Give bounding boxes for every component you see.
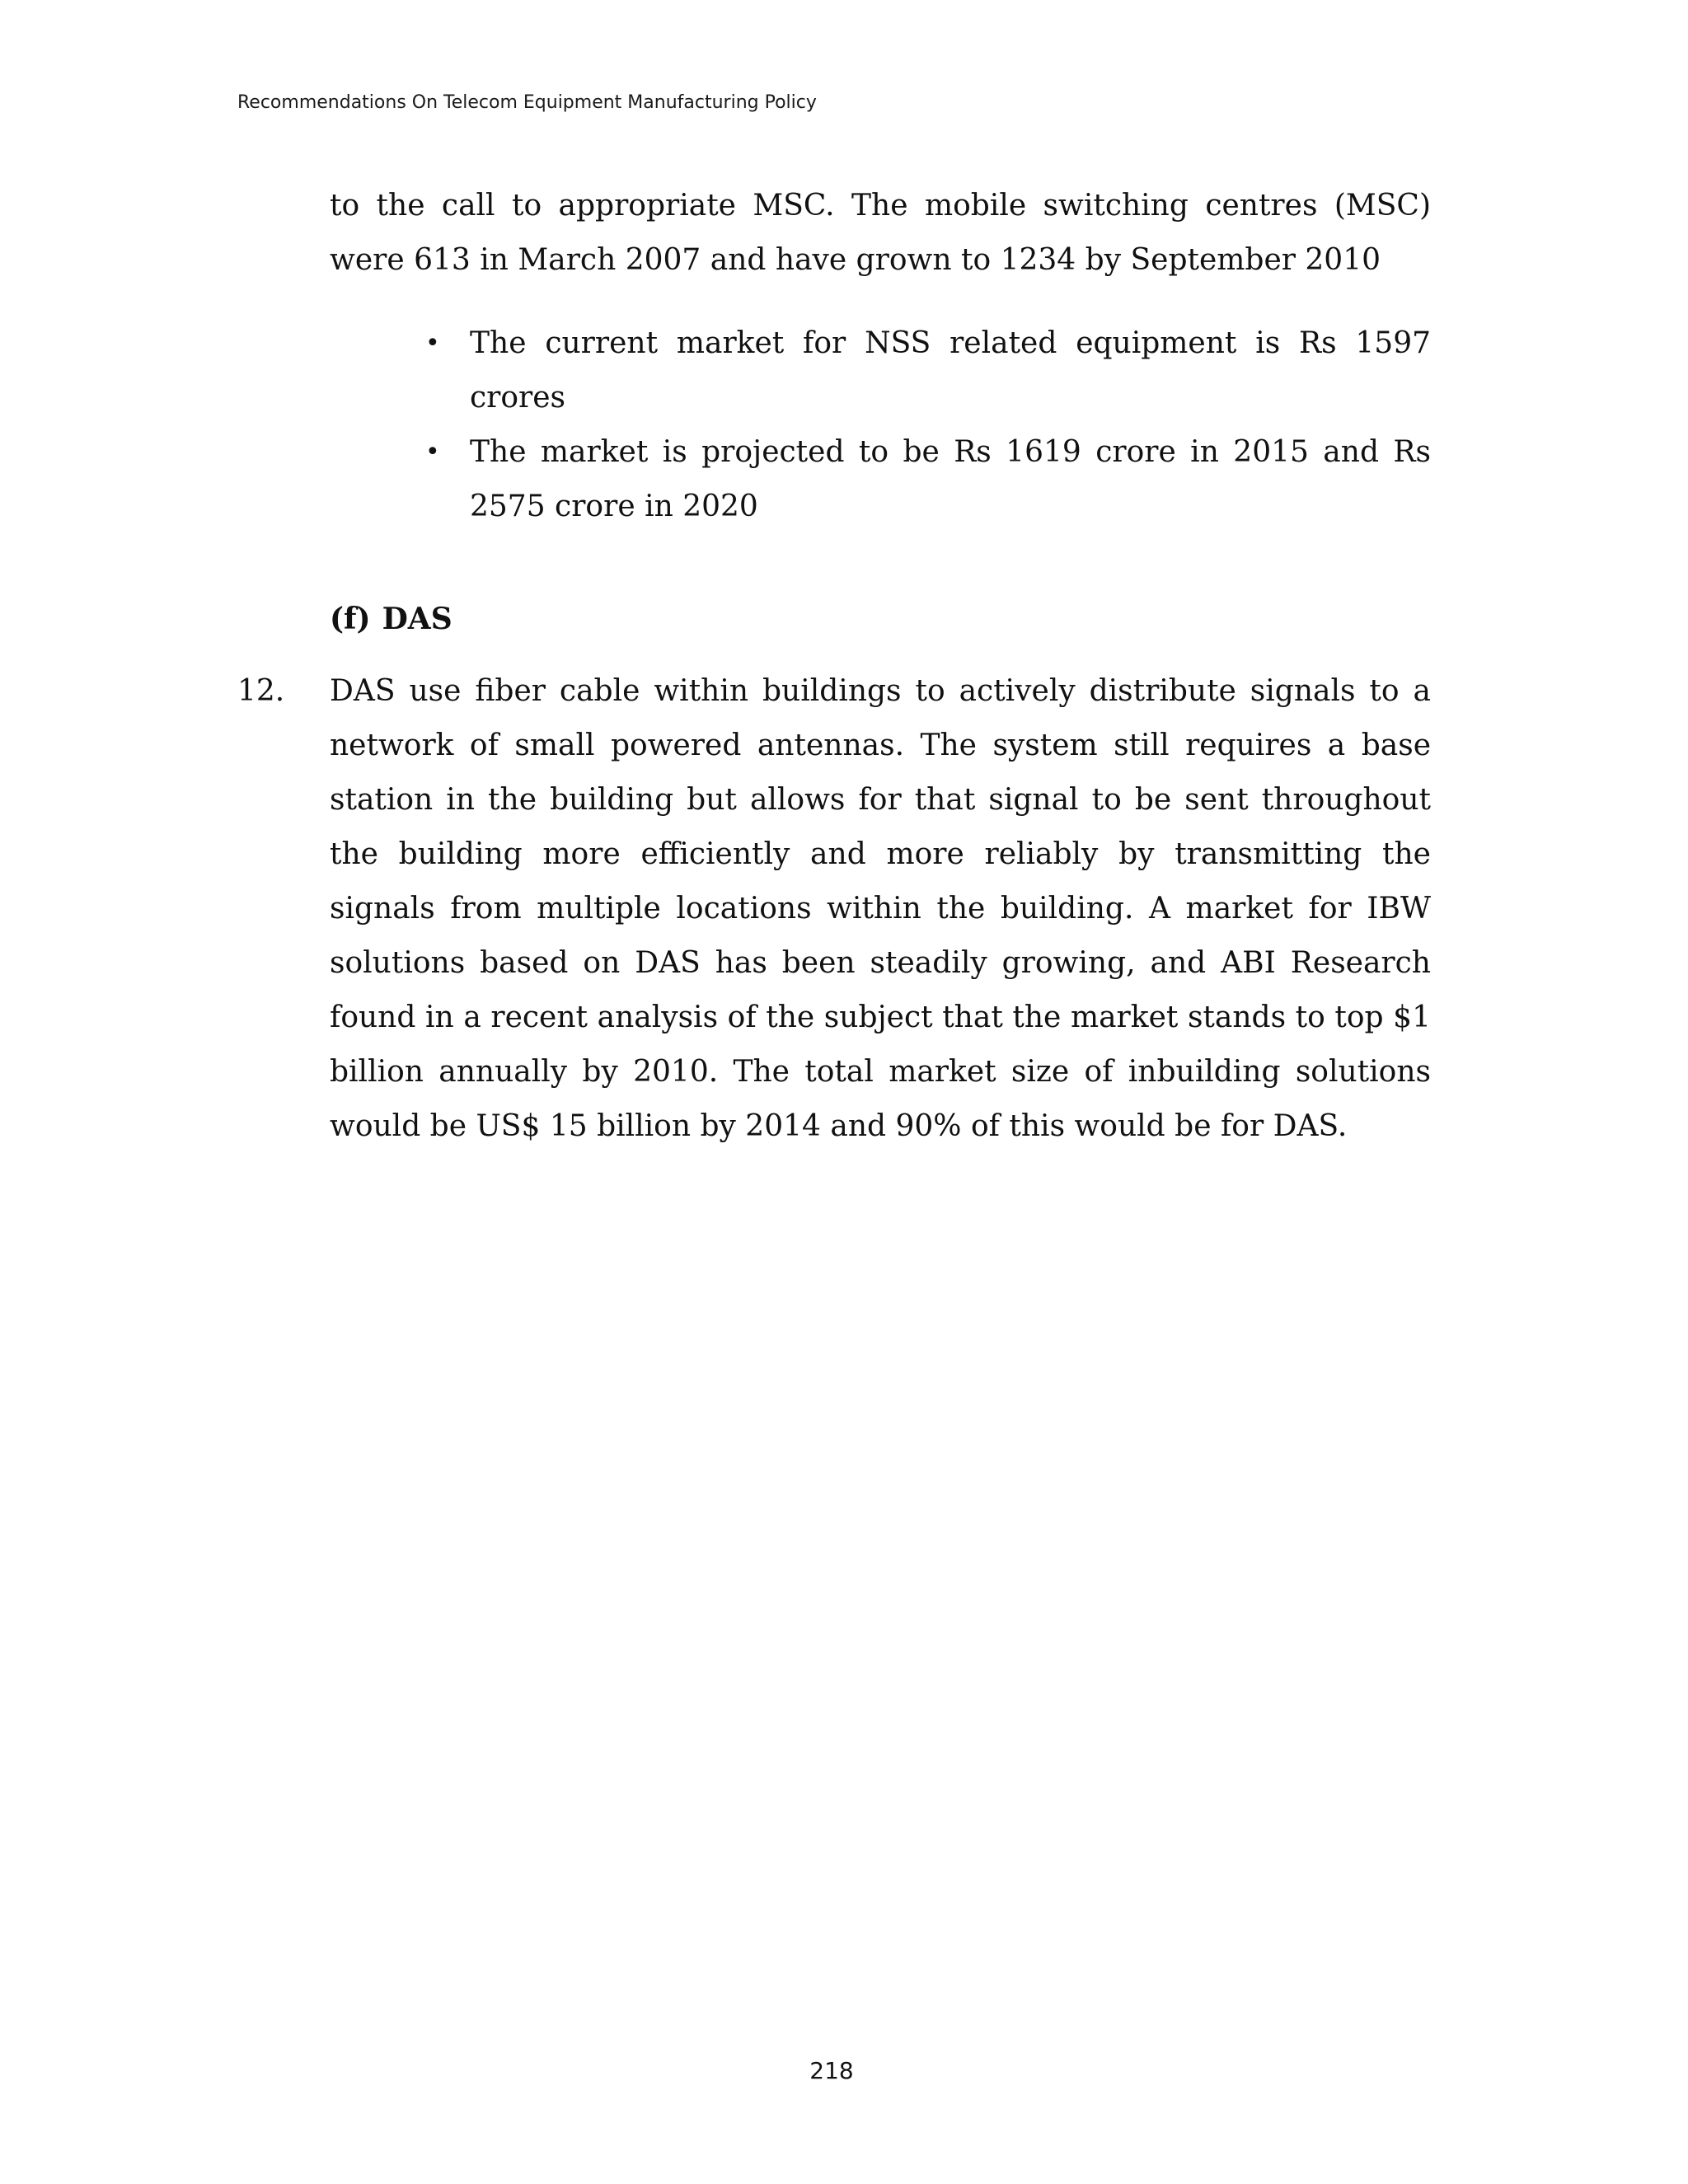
bullet-text: The current market for NSS related equipment is Rs 1597 crores (470, 326, 1431, 415)
paragraph-text: DAS use fiber cable within buildings to actively distribute signals to a network of small powered antennas. The system still requires a base station in the building but allows for that signal to be sent throughout the building more efficiently and more reliably by transmitting the signals from multiple locations within the building. A market for IBW solutions based on DAS has been steadily growing, and ABI Research found in a recent analysis of the subject that the market stands to top $1 billion annually by 2010. The total market size of inbuilding solutions would be US$ 15 billion by 2014 and 90% of this would be for DAS. (330, 674, 1431, 1143)
section-label: (f) (330, 602, 371, 636)
continuation-paragraph: to the call to appropriate MSC. The mobile switching centres (MSC) were 613 in March 2007 and have grown to 1234 by September 2010 (330, 189, 1431, 277)
section-title: DAS (382, 602, 452, 636)
paragraph-number: 12. (237, 674, 285, 708)
bullet-item (425, 425, 1431, 534)
bullet-item (425, 316, 1431, 425)
bullet-list (425, 316, 1431, 534)
running-header: Recommendations On Telecom Equipment Manufacturing Policy (237, 92, 817, 113)
bullet-dot-icon: • (425, 329, 440, 358)
bullet-text: The market is projected to be Rs 1619 crore in 2015 and Rs 2575 crore in 2020 (470, 435, 1431, 523)
section-heading (330, 592, 452, 646)
bullet-dot-icon: • (425, 438, 440, 466)
page-number: 218 (809, 2057, 854, 2084)
